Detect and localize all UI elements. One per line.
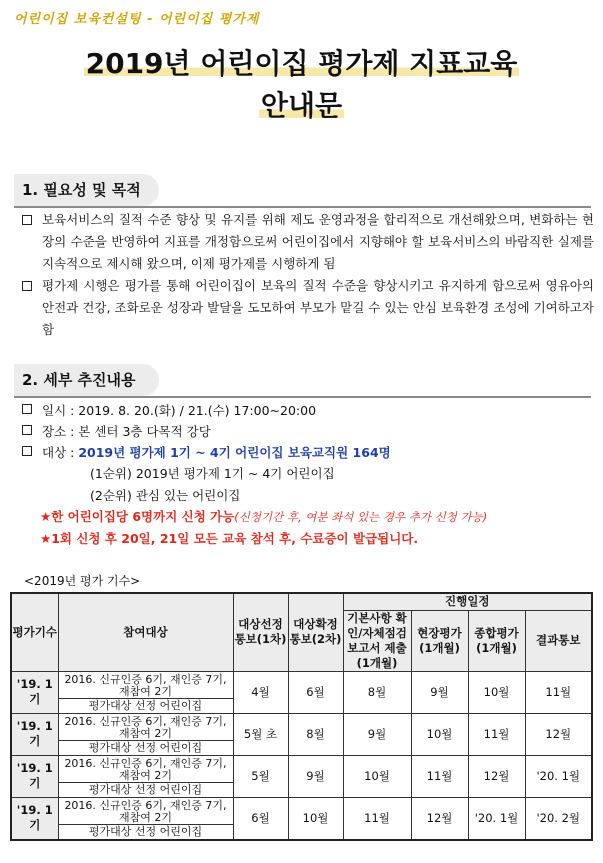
confirm-cell: 10월 — [288, 797, 343, 840]
detail-target: 대상 : 2019년 평가제 1기 ~ 4기 어린이집 보육교직원 164명 — [22, 443, 391, 463]
header-self-check: 기본사항 확인/자체점검보고서 제출(1개월) — [343, 610, 411, 671]
onsite-cell: 12월 — [411, 797, 468, 840]
confirm-cell: 9월 — [288, 755, 343, 797]
section2-heading: 2. 세부 추진내용 — [14, 364, 159, 396]
selection-cell: 5월 초 — [233, 713, 288, 755]
term-cell: '19. 1기 — [11, 671, 58, 713]
selection-cell: 5월 — [233, 755, 288, 797]
selection-cell: 6월 — [233, 797, 288, 840]
section1-bullet-2: 평가제 시행은 평가를 통해 어린이집이 보육의 질적 수준을 향상시키고 유지하게 함으로써 영유아의 안전과 건강, 조화로운 성장과 발달을 도모하여 부모가 맡길 수 있는 안심 보육환경 조성에 기여하고자 함 — [22, 275, 594, 341]
self-check-cell: 8월 — [343, 671, 411, 713]
target-sub-cell: 평가대상 선정 어린이집 — [58, 698, 233, 713]
table-caption: <2019년 평가 기수> — [24, 574, 141, 588]
header-selection: 대상선정 통보(1차) — [233, 593, 288, 671]
section1-bullet-1: 보육서비스의 질적 수준 향상 및 유지를 위해 제도 운영과정을 합리적으로 개선해왔으며, 변화하는 현장의 수준을 반영하여 지표를 개정함으로써 어린이집에서 지향해야 할 보육서비스의 바람직한 실제를 지속적으로 제시해 왔으며, 이제 평가제를 시행하게 됨 — [22, 209, 594, 275]
onsite-cell: 11월 — [411, 755, 468, 797]
result-cell: '20. 1월 — [525, 755, 592, 797]
confirm-cell: 8월 — [288, 713, 343, 755]
detail-place: 장소 : 본 센터 3층 다목적 강당 — [22, 422, 211, 442]
header-overall: 종합평가(1개월) — [468, 610, 525, 671]
title-line2: 안내문 — [260, 89, 343, 122]
overall-cell: 11월 — [468, 713, 525, 755]
priority-2: (2순위) 관심 있는 어린이집 — [90, 488, 241, 503]
overall-cell: '20. 1월 — [468, 797, 525, 840]
target-value: 2019년 평가제 1기 ~ 4기 어린이집 보육교직원 164명 — [78, 445, 391, 460]
target-sub-cell: 평가대상 선정 어린이집 — [58, 740, 233, 755]
table-row — [11, 671, 592, 698]
header-confirm: 대상확정 통보(2차) — [288, 593, 343, 671]
header-onsite: 현장평가(1개월) — [411, 610, 468, 671]
detail-date: 일시 : 2019. 8. 20.(화) / 21.(수) 17:00~20:00 — [22, 401, 316, 421]
checkbox-bullet-icon — [22, 215, 32, 225]
self-check-cell: 9월 — [343, 713, 411, 755]
term-cell: '19. 1기 — [11, 755, 58, 797]
self-check-cell: 11월 — [343, 797, 411, 840]
checkbox-bullet-icon — [22, 425, 32, 435]
overall-cell: 10월 — [468, 671, 525, 713]
onsite-cell: 10월 — [411, 713, 468, 755]
target-sub-cell: 평가대상 선정 어린이집 — [58, 782, 233, 797]
header-schedule: 진행일정 — [343, 593, 592, 610]
section1-heading: 1. 필요성 및 목적 — [14, 174, 159, 206]
priority-1: (1순위) 2019년 평가제 1기 ~ 4기 어린이집 — [90, 466, 335, 481]
target-cell: 2016. 신규인증 6기, 재인증 7기, 재참여 2기 — [58, 713, 233, 740]
table-row — [11, 713, 592, 740]
term-cell: '19. 1기 — [11, 797, 58, 840]
header-result: 결과통보 — [525, 610, 592, 671]
result-cell: 12월 — [525, 713, 592, 755]
header-tag: 어린이집 보육컨설팅 - 어린이집 평가제 — [14, 12, 260, 27]
header-term: 평가기수 — [11, 593, 58, 671]
title-line1: 2019년 어린이집 평가제 지표교육 — [85, 47, 518, 80]
overall-cell: 12월 — [468, 755, 525, 797]
checkbox-bullet-icon — [22, 446, 32, 456]
note-1-sub: (신청기간 후, 여분 좌석 있는 경우 추가 신청 가능) — [234, 510, 488, 524]
self-check-cell: 10월 — [343, 755, 411, 797]
checkbox-bullet-icon — [22, 281, 32, 291]
target-cell: 2016. 신규인증 6기, 재인증 7기, 재참여 2기 — [58, 797, 233, 824]
section2-divider — [14, 396, 591, 398]
selection-cell: 4월 — [233, 671, 288, 713]
term-cell: '19. 1기 — [11, 713, 58, 755]
section1-divider — [14, 206, 591, 208]
page-title-line2 — [0, 86, 603, 126]
target-cell: 2016. 신규인증 6기, 재인증 7기, 재참여 2기 — [58, 671, 233, 698]
onsite-cell: 9월 — [411, 671, 468, 713]
note-1: ★한 어린이집당 6명까지 신청 가능(신청기간 후, 여분 좌석 있는 경우 추가 신청 가능) — [40, 509, 488, 524]
note-2: ★1회 신청 후 20일, 21일 모든 교육 참석 후, 수료증이 발급됩니다. — [40, 531, 419, 546]
result-cell: 11월 — [525, 671, 592, 713]
page-title — [0, 44, 603, 84]
schedule-table — [10, 592, 593, 841]
header-participants: 참여대상 — [58, 593, 233, 671]
confirm-cell: 6월 — [288, 671, 343, 713]
target-cell: 2016. 신규인증 6기, 재인증 7기, 재참여 2기 — [58, 755, 233, 782]
checkbox-bullet-icon — [22, 404, 32, 414]
table-row — [11, 755, 592, 782]
table-row — [11, 797, 592, 824]
result-cell: '20. 2월 — [525, 797, 592, 840]
target-sub-cell: 평가대상 선정 어린이집 — [58, 824, 233, 840]
